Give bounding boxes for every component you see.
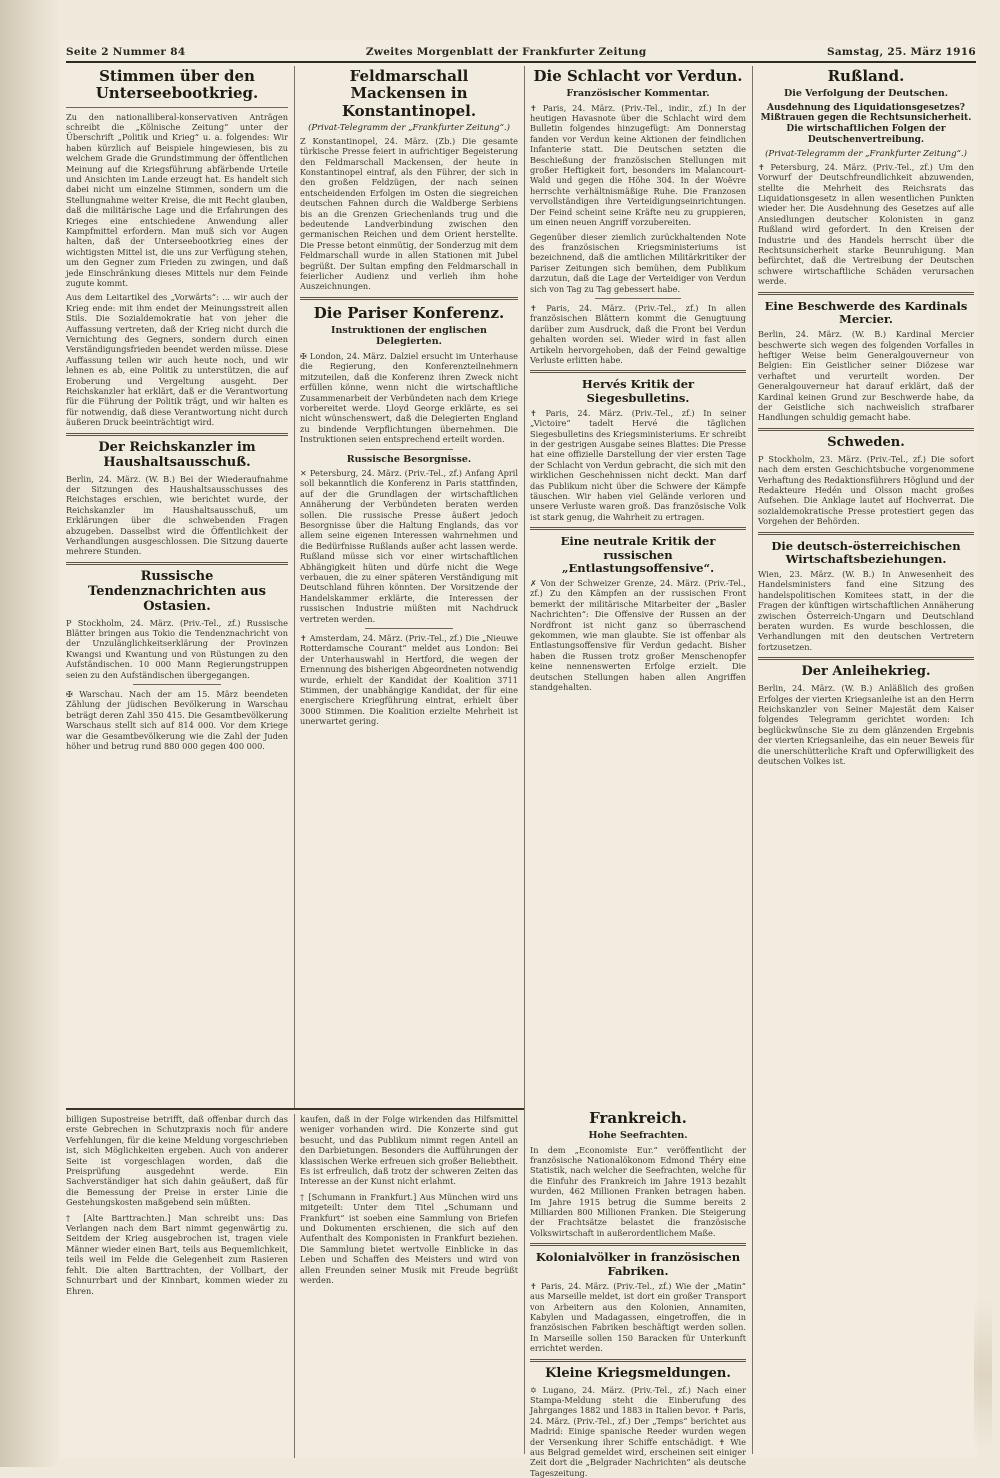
divider [66, 107, 288, 108]
article-body: ✗ Von der Schweizer Grenze, 24. März. (Priv.-Tel., zf.) Zu den Kämpfen an der russischen Front bemerkt der militärische Mitarbeiter der „Basler Nachrichten“: Die Offensive der Russen an der Nordfront ist nicht ganz so überraschend gekommen, wie man glaubte. Sie ist offenbar als Entlastungsoffensive für Verdun gedacht. Bisher haben die Russen trotz großer Menschenopfer keine nennenswerten Erfolge erzielt. Die deutschen Stellungen haben allen Angriffen standgehalten. [530, 577, 746, 693]
article-subheadline: Russische Besorgnisse. [346, 453, 472, 465]
article-subheadline: Französischer Kommentar. [566, 88, 710, 100]
article-subheadline: Die Verfolgung der Deutschen. [783, 88, 949, 100]
feuilleton-rule [66, 1108, 524, 1110]
masthead [66, 44, 976, 60]
column-4 [758, 66, 974, 1454]
divider [300, 297, 518, 300]
article-body: Aus dem Leitartikel des „Vorwärts“: ... wir auch der Krieg ende: mit ihm endet der Meinungsstreit allen Stils. Die Sozialdemokratie hat von jeher die Auffassung vertreten, daß der Krieg nicht durch die Vernichtung des Gegners, sondern durch einen Verständigungsfrieden beendet werden müsse. Diese Auffassung teilen wir auch heute noch, und wir lehnen es ab, eine Politik zu unterstützen, die auf Eroberung und Vergeltung ausgeht. Der Reichskanzler hat erklärt, daß er die Verantwortung für die Führung der Politik trägt, und wir halten es für notwendig, daß diese Verantwortung nicht durch äußeren Druck beeinträchtigt wird. [66, 292, 288, 428]
article-headline: Kleine Kriegsmeldungen. [545, 1365, 731, 1381]
divider [758, 532, 974, 535]
article-headline: Die deutsch-österreichischen Wirtschaftsbeziehungen. [771, 538, 961, 566]
feuilleton-body: billigen Supostreise betrifft, daß offenbar durch das erste Gebrechen in Schutzpraxis noch für andere Verfehlungen, für die keine Meldung vorgeschrieben ist, sich Möglichkeiten ergeben. Auch von anderer Seite ist vorgeschlagen worden, daß die Preisprüfung ausgedehnt werde. Ein Sachverständiger hat sich dahin geäußert, daß für die Bemessung der Preise in erster Linie die Gestehungskosten maßgebend sein müßten. [66, 1114, 288, 1208]
feuilleton-body: † [Schumann in Frankfurt.] Aus München wird uns mitgeteilt: Unter dem Titel „Schumann und Frankfurt“ ist soeben eine Sammlung von Briefen und Dokumenten erschienen, die sich auf den Aufenthalt des Komponisten in Frankfurt beziehen. Die Sammlung bietet wertvolle Einblicke in das Leben und Schaffen des Meisters und wird von allen Freunden seiner Musik mit Freude begrüßt werden. [300, 1191, 518, 1286]
article-headline: Frankreich. [589, 1109, 687, 1127]
article-headline: Eine neutrale Kritik der russischen „Entlastungsoffensive“. [560, 534, 716, 575]
masthead-date: Samstag, 25. März 1916 [826, 46, 976, 58]
divider [66, 562, 288, 565]
article-headline: Die Pariser Konferenz. [313, 303, 505, 322]
paper-stain [974, 1300, 992, 1450]
article-headline: Der Anleihekrieg. [801, 664, 931, 680]
article-body: ✝ Paris, 24. März. (Priv.-Tel., zf.) In allen französischen Blättern kommt die Genugtuung darüber zum Ausdruck, daß die Front bei Verdun gehalten worden sei. Wieder wird in fast allen Artikeln hervorgehoben, daß der Feind gewaltige Verluste erlitten habe. [530, 302, 746, 365]
page-binding-edge [0, 0, 60, 1467]
article-headline: Rußland. [827, 67, 905, 85]
article-headline: Hervés Kritik der Siegesbulletins. [581, 377, 695, 405]
divider [66, 433, 288, 436]
masthead-page-number: Seite 2 Nummer 84 [66, 46, 186, 58]
article-headline: Die Schlacht vor Verdun. [533, 67, 743, 85]
article-body: Gegenüber dieser ziemlich zurückhaltenden Note des französischen Kriegsministeriums ist bezeichnend, daß die amtlichen Militärkritiker der Pariser Zeitungen sich bemühen, dem Publikum darzutun, daß die Lage der Verteidiger von Verdun sich von Tag zu Tag gebessert habe. [530, 231, 746, 294]
article-subheadline: Hohe Seefrachten. [588, 1130, 688, 1142]
article-headline: Eine Beschwerde des Kardinals Mercier. [764, 298, 968, 326]
divider [365, 628, 452, 629]
article-subheadline: Instruktionen der englischen Delegierten. [331, 325, 487, 348]
article-body: ✝ Paris, 24. März. (Priv.-Tel., zf.) In seiner „Victoire“ tadelt Hervé die täglichen Siegesbulletins des Kriegsministeriums. Er schreibt in der gestrigen Ausgabe seines Blattes: Die Presse hat eine offizielle Darstellung der vier ersten Tage der Schlacht von Verdun gebracht, die sich mit den wirklichen Geschehnissen nicht deckt. Man darf das Publikum nicht über die Schwere der Kämpfe täuschen. Wir haben viel Gelände verloren und unsere Verluste waren groß. Das französische Volk ist stark genug, die Wahrheit zu ertragen. [530, 407, 746, 522]
divider [530, 1359, 746, 1362]
feuilleton-body: † [Alte Barttrachten.] Man schreibt uns: Das Verlangen nach dem Bart nimmt gegenwärtig zu. Seitdem der Krieg ausgebrochen ist, tragen viele Männer wieder einen Bart, teils aus Bequemlichkeit, teils weil im Felde die Gelegenheit zum Rasieren fehlt. Die alten Barttrachten, der Vollbart, der Schnurrbart und der Kinnbart, kommen wieder zu Ehren. [66, 1212, 288, 1296]
column-1 [66, 66, 288, 1108]
feuilleton-body: kaufen, daß in der Folge wirkenden das Hilfsmittel weniger vorhanden wird. Die Konzerte sind gut besucht, und das Publikum nimmt regen Anteil an den Darbietungen. Besonders die Aufführungen der klassischen Werke erfreuen sich großer Beliebtheit. Es ist erfreulich, daß trotz der schweren Zeiten das Interesse an der Kunst nicht erlahmt. [300, 1114, 518, 1187]
column-divider [294, 1114, 295, 1458]
article-subheadline: Ausdehnung des Liquidationsgesetzes? Mißtrauen gegen die Rechtsunsicherheit. Die wirtschaftlichen Folgen der Deutschenvertreibung. [760, 102, 972, 146]
article-body: P Stockholm, 23. März. (Priv.-Tel., zf.) Die sofort nach dem ersten Geschichtsbuche vorgenommene Verhaftung des Redaktionsführers Höglund und der Redakteure Hedén und Olsson macht großes Aufsehen. Die Anklage lautet auf Hochverrat. Die sozialdemokratische Presse protestiert gegen das Vorgehen der Behörden. [758, 453, 974, 527]
masthead-rule [66, 61, 976, 63]
article-body: Wien, 23. März. (W. B.) In Anwesenheit des Handelsministers fand eine Sitzung des handelspolitischen Komitees statt, in der die Fragen der künftigen wirtschaftlichen Annäherung zwischen Österreich-Ungarn und Deutschland beraten wurden. Es wurde beschlossen, die Verhandlungen mit den deutschen Vertretern fortzusetzen. [758, 569, 974, 652]
column-divider [524, 66, 525, 1454]
feuilleton-column-1 [66, 1114, 288, 1458]
article-body: P Stockholm, 24. März. (Priv.-Tel., zf.) Russische Blätter bringen aus Tokio die Tendenznachricht von der Unzulänglichkeitserklärung der Provinzen Kwangsi und Kwantung und von Rüstungen zu den Aufständischen. 10 000 Mann Regierungstruppen seien zu den Aufständischen übergegangen. [66, 617, 288, 680]
divider [133, 684, 222, 685]
divider [595, 298, 681, 299]
article-body: ✠ London, 24. März. Dalziel ersucht im Unterhause die Regierung, den Konferenzteilnehmern mitzuteilen, daß die Konferenz ihren Zweck nicht erfüllen könne, wenn nicht die wirtschaftliche Zusammenarbeit der Verbündeten nach dem Kriege vorbereitet werde. Lloyd George erklärte, es sei nicht wünschenswert, daß die Delegierten England zu bindende Verpflichtungen übernehmen. Die Instruktionen seien entsprechend erteilt worden. [300, 350, 518, 445]
article-body: ✕ Petersburg, 24. März. (Priv.-Tel., zf.) Anfang April soll bekanntlich die Konferenz in Paris stattfinden, auf der die Grundlagen der wirtschaftlichen Annäherung der Verbündeten beraten werden sollen. Die russische Presse äußert jedoch Besorgnisse über die Haltung Englands, das vor allem seine eigenen Interessen wahrnehmen und die Bedürfnisse Rußlands außer acht lassen werde. Rußland müsse sich vor einer wirtschaftlichen Abhängigkeit hüten und dürfe nicht die Wege verbauen, die zu einer späteren Verständigung mit Deutschland führen könnten. Der Vorsitzende der Handelskammer erklärte, die Interessen der russischen Industrie müßten mit Nachdruck vertreten werden. [300, 467, 518, 624]
column-divider [752, 66, 753, 1454]
divider [758, 657, 974, 660]
divider [530, 370, 746, 373]
article-source-line: (Privat-Telegramm der „Frankfurter Zeitung“.) [308, 122, 510, 133]
article-body: Berlin, 24. März. (W. B.) Kardinal Mercier beschwerte sich wegen des folgenden Vorfalles in heftiger Weise beim Generalgouverneur von Belgien: Ein Geistlicher seiner Diözese war verhaftet und verurteilt worden. Der Generalgouverneur hat darauf erklärt, daß der Kardinal keinen Grund zur Beschwerde habe, da der Geistliche sich nachweislich strafbarer Handlungen schuldig gemacht habe. [758, 329, 974, 423]
article-body: Z Konstantinopel, 24. März. (Zb.) Die gesamte türkische Presse feiert in aufrichtiger Begeisterung den Feldmarschall Mackensen, der heute in Konstantinopel eintraf, als den Führer, der sich in den großen Feldzügen, der nach seinen entscheidenden Erfolgen im Osten die siegreichen deutschen Fahnen durch die Waldberge Serbiens bis an die Grenzen Griechenlands trug und die bedeutende Landverbindung zwischen den germanischen Reichen und dem Orient herstellte. Die Presse betont einmütig, der Sonderzug mit dem Feldmarschall wurde in allen Stationen mit Jubel begrüßt. Der Sultan empfing den Feldmarschall in feierlicher Audienz und verlieh ihm hohe Auszeichnungen. [300, 135, 518, 292]
article-headline: Russische Tendenznachrichten aus Ostasien. [88, 568, 266, 614]
article-headline: Schweden. [827, 434, 905, 450]
divider [530, 1243, 746, 1246]
article-headline: Kolonialvölker in französischen Fabriken. [535, 1250, 741, 1278]
article-body: ✝ Amsterdam, 24. März. (Priv.-Tel., zf.) Die „Nieuwe Rotterdamsche Courant“ meldet aus London: Bei der Unterhauswahl in Hertford, die wegen der Ernennung des bisherigen Abgeordneten notwendig wurde, erhielt der Kandidat der Koalition 3711 Stimmen, der unabhängige Kandidat, der für eine energischere Kriegführung eintrat, erhielt über 3000 Stimmen. Die Koalition erzielte Mehrheit ist unerwartet gering. [300, 633, 518, 727]
column-2 [300, 66, 518, 1108]
article-body: ✡ Lugano, 24. März. (Priv.-Tel., zf.) Nach einer Stampa-Meldung steht die Einberufung des Jahrganges 1882 und 1883 in Italien bevor. ✝ Paris, 24. März. (Priv.-Tel., zf.) Der „Temps“ berichtet aus Madrid: Einige spanische Reeder wurden wegen der Versenkung ihrer Schiffe entschädigt. ✝ Wie aus Belgrad gemeldet wird, erscheinen seit einiger Zeit dort die „Belgrader Nachrichten“ als deutsche Tageszeitung. [530, 1384, 746, 1478]
masthead-title: Zweites Morgenblatt der Frankfurter Zeitung [365, 46, 647, 58]
article-body: ✝ Petersburg, 24. März. (Priv.-Tel., zf.) Um den Vorwurf der Deutschfreundlichkeit abzuwenden, stellte die Mehrheit des Reichsrats das Liquidationsgesetz in allen wesentlichen Punkten wieder her. Die Ausdehnung des Gesetzes auf alle Ansiedlungen deutscher Kolonisten in ganz Rußland wird gefordert. In den Kreisen der Industrie und des Handels herrscht über die Rechtsunsicherheit starke Beunruhigung. Man befürchtet, daß die Vertreibung der Deutschen schwere wirtschaftliche Schäden verursachen werde. [758, 161, 974, 287]
article-headline: Feldmarschall Mackensen in Konstantinopel. [341, 67, 477, 120]
feuilleton-column-2 [300, 1114, 518, 1458]
article-body: ✠ Warschau. Nach der am 15. März beendeten Zählung der jüdischen Bevölkerung in Warschau beträgt deren Zahl 350 415. Die Gesamtbevölkerung Warschaus stellt sich auf 814 000. Vor dem Kriege war die Gesamtbevölkerung wie die Zahl der Juden höher und betrug rund 880 000 gegen 400 000. [66, 689, 288, 752]
article-source-line: (Privat-Telegramm der „Frankfurter Zeitung“.) [765, 148, 967, 159]
divider [758, 292, 974, 295]
article-body: In dem „Economiste Eur.“ veröffentlicht der französische Nationalökonom Edmond Théry eine Statistik, nach welcher die Seefrachten, welche für die Einfuhr des Frankreich im Jahre 1913 bezahlt wurden, 462 Millionen Franken betragen haben. Im Jahre 1915 betrug die Summe bereits 2 Milliarden 800 Millionen Franken. Die Steigerung der Frachtsätze belastet die französische Volkswirtschaft in außerordentlichem Maße. [530, 1144, 746, 1238]
article-body: Zu den nationalliberal-konservativen Anträgen schreibt die „Kölnische Zeitung“ unter der Überschrift „Politik und Krieg“ u. a. folgendes: Wir haben kürzlich auf Beispiele hingewiesen, bis zu welchem Grade die Grundstimmung der öffentlichen Meinung auf die Kriegsführung abfärbende Urteile und Ansichten im Lande erzeugt hat. Es handelt sich dabei nicht um einzelne Stimmen, sondern um die Stellungnahme weiter Kreise, die mit Recht glauben, daß die militärische Lage und die Erfahrungen des Krieges eine entschiedene Anwendung aller Kampfmittel erfordern. Man muß sich vor Augen halten, daß der Unterseebootkrieg eines der wichtigsten Mittel ist, die uns zur Verfügung stehen, um den Gegner zum Frieden zu zwingen, und daß jede Einschränkung dieses Mittels nur dem Feinde zugute kommt. [66, 111, 288, 288]
article-body: Berlin, 24. März. (W. B.) Bei der Wiederaufnahme der Sitzungen des Haushaltsausschusses des Reichstages erschien, wie berichtet wurde, der Reichskanzler im Haushaltsausschuß, um Erklärungen über die schwebenden Fragen abzugeben. Dasselbst wird die Öffentlichkeit der Verhandlungen ausgeschlossen. Die Sitzung dauerte mehrere Stunden. [66, 473, 288, 557]
divider [758, 428, 974, 431]
article-body: ✝ Paris, 24. März. (Priv.-Tel., zf.) Wie der „Matin“ aus Marseille meldet, ist dort ein großer Transport von Arbeitern aus den Kolonien, Annamiten, Kabylen und Madagassen, eingetroffen, die in französischen Fabriken beschäftigt werden sollen. In Marseille sollen 150 Baracken für Unterkunft errichtet werden. [530, 1280, 746, 1354]
article-body: Berlin, 24. März. (W. B.) Anläßlich des großen Erfolges der vierten Kriegsanleihe ist an den Herrn Reichskanzler von Seiner Majestät dem Kaiser folgendes Telegramm gerichtet worden: Ich beglückwünsche Sie zu dem glänzenden Ergebnis der vierten Kriegsanleihe, das ein neuer Beweis für die unerschütterliche Kraft und Opferwilligkeit des deutschen Volkes ist. [758, 683, 974, 767]
article-headline: Der Reichskanzler im Haushaltsausschuß. [98, 439, 256, 470]
divider [365, 449, 452, 450]
column-divider [294, 66, 295, 1108]
column-3-lower [530, 1108, 746, 1478]
article-body: ✝ Paris, 24. März. (Priv.-Tel., indir., zf.) In der heutigen Havasnote über die Schlacht wird dem Bulletin folgendes hinzugefügt: Am Donnerstag fanden vor Verdun keine Aktionen der feindlichen Infanterie statt. Die Deutschen setzten die Beschießung der französischen Stellungen mit großer Heftigkeit fort, besonders im Malancourt-Wald und gegen die Höhe 304. In der Woëvre herrschte verhältnismäßige Ruhe. Die Franzosen vervollständigen ihre Verteidigungseinrichtungen. Der Feind scheint seine Kräfte neu zu gruppieren, um einen neuen Angriff vorzubereiten. [530, 102, 746, 228]
article-headline: Stimmen über den Unterseebootkrieg. [95, 67, 259, 103]
divider [530, 527, 746, 530]
column-3 [530, 66, 746, 1108]
